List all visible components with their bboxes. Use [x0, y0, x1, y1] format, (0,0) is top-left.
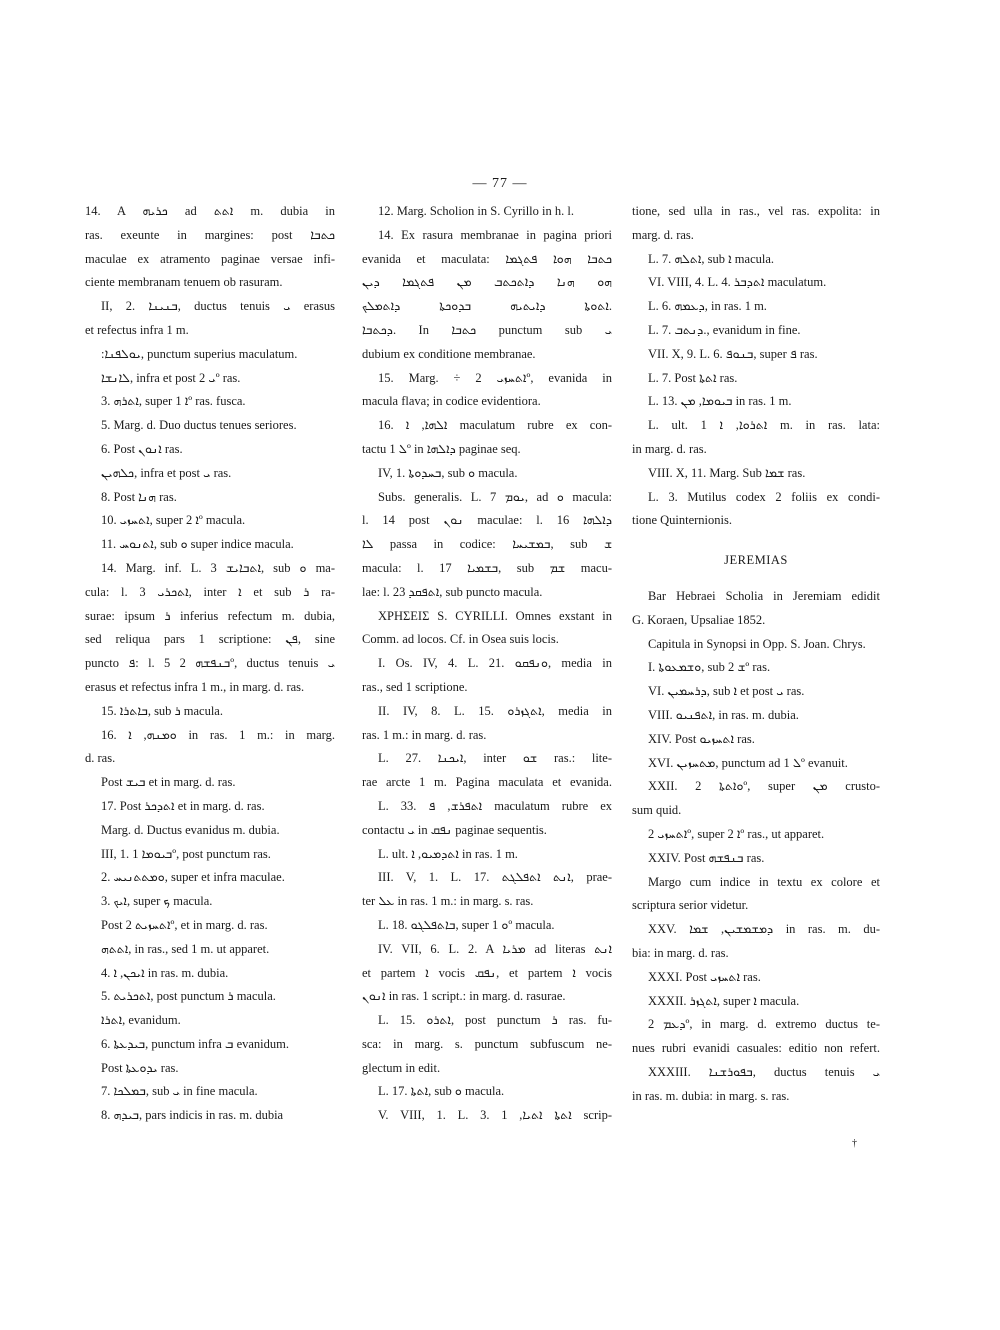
- text-line: 14. Ex rasura membranae in pagina priori: [378, 227, 612, 242]
- text-line: XIV. Post ܐܬܚܙܝܘ ras.: [648, 731, 755, 746]
- text-line: 8. Post ܗܢܐ ras.: [101, 489, 177, 504]
- text-line: L. 27. ܐܝܟܢܐ, inter ܫܘ ras.: lite-: [378, 751, 612, 766]
- text-line: L. 7. Post ܐܬܬܐ ras.: [648, 370, 738, 385]
- text-line: 12. Marg. Scholion in S. Cyrillo in h. l.: [378, 204, 574, 218]
- text-line: cula: l. 3 ܐܬܟܪܝ, inter ܐ et sub ܪ ra-: [85, 584, 335, 599]
- text-line: sum quid.: [632, 803, 682, 818]
- text-line: Bar Hebraei Scholia in Jeremiam edidit: [648, 588, 880, 603]
- text-line: sed reliqua pars 1 scriptione: ܦܢ, sine: [85, 632, 335, 647]
- text-line: ter ܥܠ in ras. 1 m.: in marg. s. ras.: [362, 894, 534, 909]
- text-line: glectum in edit.: [362, 1060, 441, 1075]
- text-line: G. Koraen, Upsaliae 1852.: [632, 612, 766, 627]
- text-line: XXXII. ܐܬܓܙܪ, super ܐ macula.: [648, 993, 800, 1008]
- text-line: tione, sed ulla in ras., vel ras. expolita: in: [632, 204, 880, 218]
- text-line: V. VIII, 1. L. 3. ܐܬܬܐ ܐܬܝܐ, 1 scrip-: [378, 1108, 612, 1123]
- text-line: 6. Post ܐܢܘܢ ras.: [101, 441, 183, 456]
- text-line: 11. ܐܬܢܘܚ, sub ܘ super indice macula.: [101, 537, 294, 552]
- text-line: IV, 1. ܒܚܕܘܬܐ, sub ܘ macula.: [378, 465, 518, 480]
- text-line: Post ܐܬܚܙܝܬ 2º, et in marg. d. ras.: [101, 917, 268, 932]
- text-line: 5. Marg. d. Duo ductus tenues seriores.: [101, 418, 297, 433]
- text-line: II, 2. ܒܢܝܢܐ, ductus tenuis ܝ erasus: [101, 299, 335, 314]
- signature-mark: †: [852, 1138, 857, 1149]
- text-line: III. V, 1. L. 17. ܐܢܬ ܐܬܦܠܓܬ, prae-: [378, 870, 612, 885]
- text-line: ras. 1 m.: in marg. d. ras.: [362, 727, 487, 742]
- text-line: 17. Post ܐܬܕܟܪ et in marg. d. ras.: [101, 798, 265, 813]
- text-line: Post ܝܕܘܥܬܐ ras.: [101, 1060, 179, 1075]
- text-line: macula: l. 17 ܒܫܡܝܐ, sub ܫܡ macu-: [362, 560, 612, 575]
- text-line: 3. ܐܝܟ, super ܟ macula.: [101, 894, 213, 909]
- text-line: 16. ܘܡܢܗ, ܐ in ras. 1 m.: in marg.: [101, 727, 335, 742]
- text-line: bia: in marg. d. ras.: [632, 945, 729, 960]
- text-line: 15. Marg. ÷ ܐܬܚܙܝ 2º, evanida in: [378, 370, 612, 385]
- text-line: VIII. ܐܬܦܢܝܘ, in ras. m. dubia.: [648, 707, 799, 722]
- text-line: nues rubri evanidi casuales: editio non refert.: [632, 1041, 880, 1056]
- text-line: ܗܘ ܗܢܐ ܕܐܬܟܬܒ ܡܢ ܦܬܓܡܐ ܕܝܢ: [362, 275, 612, 290]
- text-line: ras. exeunte in margines: post ܟܬܒܐ: [85, 227, 335, 242]
- text-line: l. 14 post ܢܘܢ maculae: l. 16 ܕܐܠܗܐ: [362, 513, 612, 528]
- text-line: 2. ܘܡܬܬܢܝܚ, super et infra maculae.: [101, 870, 285, 885]
- text-line: Subs. generalis. L. 7 ܝܘܡ, ad ܘ macula:: [378, 489, 612, 504]
- text-line: macula flava; in codice evidentiora.: [362, 394, 541, 409]
- text-line: scriptura serior videtur.: [632, 898, 749, 913]
- page-number: — 77 —: [472, 176, 528, 191]
- text-line: ΧΡΗΣΕΙΣ S. CYRILLI. Omnes exstant in: [378, 608, 612, 623]
- text-line: ܐܬܚܙܝ 2º, super ܐ 2º ras., ut apparet.: [648, 826, 825, 841]
- text-line: ܐܬܬܗ, in ras., sed 1 m. ut apparet.: [101, 941, 270, 956]
- text-line: rae arcte 1 m. Pagina maculata et evanida.: [362, 775, 612, 790]
- text-line: contactu ܝ in ܢܦܩ paginae sequentis.: [362, 822, 547, 837]
- column-middle: [362, 200, 612, 1128]
- text-line: evanida et maculata: ܟܬܒܐ ܗܘܐ ܦܬܓܡܐ: [362, 251, 612, 266]
- text-line: I. Os. IV, 4. L. 21. ܘܢܦܩܘ, media in: [378, 656, 612, 671]
- text-line: L. 6. ܕܥܡܗ, in ras. 1 m.: [648, 299, 767, 314]
- text-line: maculae ex atramento paginae versae infi-: [85, 251, 335, 266]
- text-line: Marg. d. Ductus evanidus m. dubia.: [101, 822, 280, 837]
- text-line: 3. ܐܬܪܗ, super ܐ 1º ras. fusca.: [101, 394, 246, 409]
- text-line: Margo cum indice in textu ex colore et: [648, 874, 880, 889]
- text-line: L. 15. ܐܬܪܘ, post punctum ܪ ras. fu-: [378, 1013, 612, 1028]
- text-line: ܐܢܘܢ in ras. 1 script.: in marg. d. rasurae.: [362, 989, 566, 1004]
- section-heading: JEREMIAS: [724, 553, 788, 568]
- text-line: marg. d. ras.: [632, 227, 694, 242]
- text-line: 14. A ܟܪܝܗ ad ܐܬܬ m. dubia in: [85, 204, 335, 218]
- text-line: I. ܘܫܡܥܘܬܐ, sub ܫ 2º ras.: [648, 660, 771, 675]
- text-line: XXXI. Post ܐܬܚܙܝ ras.: [648, 969, 761, 984]
- text-line: d. ras.: [85, 751, 116, 766]
- text-line: VI. VIII, 4. L. 4. ܐܬܕܒܪ maculatum.: [648, 275, 827, 290]
- text-line: puncto ܦ: l. 5 ܒܢܦܫܗ 2º, ductus tenuis ܝ: [85, 656, 335, 671]
- text-line: dubium ex conditione membranae.: [362, 346, 536, 361]
- text-line: in ras. m. dubia: in marg. s. ras.: [632, 1088, 790, 1103]
- text-line: ܐܬܘܬܐ ܕܐܝܬܝܗ ܒܕܘܟܬܐ ܕܐܬܡܠܟ.: [362, 299, 612, 314]
- text-line: II. IV, 8. L. 15. ܐܬܓܙܪܘ, media in: [378, 703, 612, 718]
- text-line: 14. Marg. inf. L. 3 ܐܬܒܐܝܫ, sub ܘ ma-: [101, 560, 335, 575]
- text-line: VII. X, 9. L. 6. ܒܢܘܦ, super ܦ ras.: [648, 346, 818, 361]
- text-line: XXIV. Post ܒܢܦܫܗ ras.: [648, 850, 765, 865]
- text-line: 5. ܐܬܟܪܝܬ, post punctum ܪ macula.: [101, 989, 276, 1004]
- text-line: 8. ܒܝܕܗ, pars indicis in ras. m. dubia: [101, 1108, 284, 1123]
- text-line: VIII. X, 11. Marg. Sub ܫܡܐ ras.: [648, 465, 806, 480]
- text-line: L. 33. ܐܬܦܪܫ, ܦ maculatum rubre ex: [378, 798, 612, 813]
- text-line: VI. ܕܪܚܡܝܢ, sub ܐ et post ܝ ras.: [648, 684, 805, 699]
- text-line: ܕܥܡ 2º, in marg. d. extremo ductus te-: [648, 1017, 880, 1032]
- column-right: [632, 200, 880, 1108]
- text-line: erasus et refectus infra 1 m., in marg. d. ras.: [85, 679, 305, 694]
- text-line: tactu ܠ 1º in ܕܐܠܗܐ paginae seq.: [362, 441, 521, 456]
- text-line: Capitula in Synopsi in Opp. S. Joan. Chrys.: [648, 636, 866, 651]
- text-line: 4. ܐܝܟܢ, ܐ in ras. m. dubia.: [101, 965, 229, 980]
- text-line: ܠܐܢܫܐ, infra et post ܝ 2º ras.: [101, 370, 241, 385]
- text-line: 10. ܐܬܚܙܝ, super ܐ 2º macula.: [101, 513, 246, 528]
- text-line: XVI. ܡܬܚܙܝܢ, punctum ad ܠ 1º evanuit.: [648, 755, 848, 770]
- text-line: ܐܬܪܐ, evanidum.: [101, 1013, 181, 1028]
- text-line: 6. ܒܝܕܥܬܐ, punctum infra ܒ evanidum.: [101, 1036, 289, 1051]
- text-line: tione Quinternionis.: [632, 513, 732, 528]
- text-line: ciente membranam tenuem ob rasuram.: [85, 275, 283, 290]
- text-line: 7. ܒܡܠܟܐ, sub ܝ in fine macula.: [101, 1084, 258, 1099]
- text-line: III, 1. ܒܝܘܡܐ 1º, post punctum ras.: [101, 846, 271, 861]
- text-line: et refectus infra 1 m.: [85, 322, 189, 337]
- text-line: L. 17. ܐܬܬܐ, sub ܘ macula.: [378, 1084, 505, 1099]
- text-line: IV. VII, 6. L. 2. A ܡܪܝܐ ad literas ܐܢܬ: [378, 941, 612, 956]
- text-line: L. 7. ܐܬܠܗ, sub ܐ macula.: [648, 251, 775, 266]
- text-line: L. 7. ܕܢܬܒ., evanidum in fine.: [648, 322, 801, 337]
- text-line: in marg. d. ras.: [632, 441, 707, 456]
- text-line: L. 13. ܒܝܘܡܐ, ܡܢ in ras. 1 m.: [648, 394, 792, 409]
- text-line: lae: l. 23 ܐܬܦܩܕ, sub puncto macula.: [362, 584, 543, 599]
- text-line: surae: ipsum ܪ inferius refectum m. dubia,: [85, 608, 335, 623]
- text-line: L. 18. ܒܐܬܦܠܓܘ, super ܘ 1º macula.: [378, 917, 555, 932]
- column-left: [85, 200, 335, 1128]
- text-line: Post ܒܝܫ et in marg. d. ras.: [101, 775, 236, 790]
- text-line: L. ult. ܐܬܪܘܐ, ܐ 1 m. in ras. lata:: [648, 418, 880, 433]
- text-line: ܕܟܬܒܐ. In ܟܬܒܐ punctum sub ܝ: [362, 322, 612, 337]
- text-line: XXV. ܕܡܫܡܫܝܢ, ܫܡܐ in ras. m. du-: [648, 922, 880, 937]
- text-line: Comm. ad locos. Cf. in Osea suis locis.: [362, 632, 559, 647]
- text-line: ܟܠܗܝܢ, infra et post ܝ ras.: [101, 465, 232, 480]
- text-line: L. 3. Mutilus codex 2 foliis ex condi-: [648, 489, 880, 504]
- text-line: sca: in marg. s. punctum subfuscum ne-: [362, 1036, 612, 1051]
- text-line: ܠܐ passa in codice: ܒܡܫܝܚܐ, sub ܫ: [362, 537, 612, 552]
- text-line: ras., sed 1 scriptione.: [362, 679, 468, 694]
- text-line: et partem ܐ vocis ܢܦܩ, et partem ܐ vocis: [362, 965, 612, 980]
- text-line: XXXIII. ܒܦܘܪܫܢܐ, ductus tenuis ܝ: [648, 1064, 880, 1079]
- text-line: 15. ܒܐܬܪܐ, sub ܪ macula.: [101, 703, 223, 718]
- text-line: XXII. ܘܐܬܬܐ 2º, super ܡܢ crusto-: [648, 779, 880, 794]
- text-line: :ܝܘܠܦܢܐ, punctum superius maculatum.: [101, 346, 298, 361]
- text-line: 16. ܐܠܗܐ, ܐ maculatum rubre ex con-: [378, 418, 612, 433]
- text-line: L. ult. ܐܬܕܡܝܘ, ܐ in ras. 1 m.: [378, 846, 518, 861]
